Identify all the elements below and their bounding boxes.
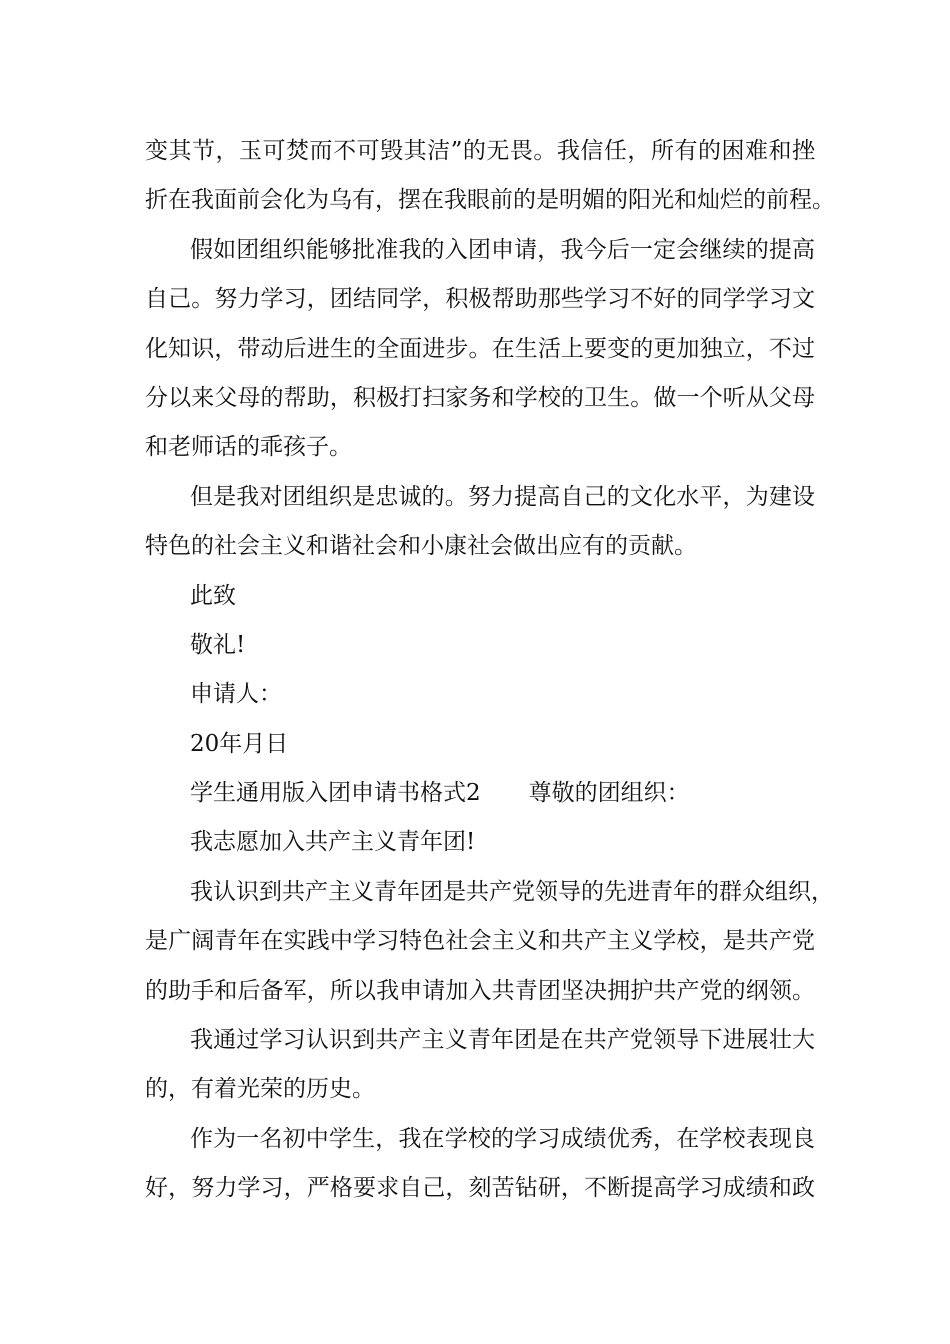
paragraph-first-line: 我通过学习认识到共产主义青年团是在共产党领导下进展壮大 <box>190 1027 815 1054</box>
text-line: 好，努力学习，严格要求自己，刻苦钻研，不断提高学习成绩和政 <box>145 1175 815 1202</box>
text-line: 的，有着光荣的历史。 <box>145 1076 375 1103</box>
paragraph-first-line: 我认识到共产主义青年团是共产党领导的先进青年的群众组织， <box>190 878 834 905</box>
text-line: 和老师话的乖孩子。 <box>145 434 352 461</box>
letter-greeting: 尊敬的团组织： <box>528 780 690 807</box>
applicant-label: 申请人： <box>190 681 282 708</box>
paragraph-first-line: 假如团组织能够批准我的入团申请，我今后一定会继续的提高 <box>190 236 815 263</box>
paragraph-first-line: 我志愿加入共产主义青年团! <box>190 829 476 856</box>
text-line: 特色的社会主义和谐社会和小康社会做出应有的贡献。 <box>145 533 697 560</box>
text-line: 分以来父母的帮助，积极打扫家务和学校的卫生。做一个听从父母 <box>145 384 815 411</box>
text-line: 化知识，带动后进生的全面进步。在生活上要变的更加独立，不过 <box>145 335 815 362</box>
text-line: 的助手和后备军，所以我申请加入共青团坚决拥护共产党的纲领。 <box>145 977 815 1004</box>
closing-regards: 敬礼! <box>190 631 246 658</box>
text-line: 折在我面前会化为乌有，摆在我眼前的是明媚的阳光和灿烂的前程。 <box>145 187 835 214</box>
text-line: 变其节，玉可焚而不可毁其洁”的无畏。我信任，所有的困难和挫 <box>145 138 815 164</box>
paragraph-first-line: 但是我对团组织是忠诚的。努力提高自己的文化水平，为建设 <box>190 483 815 510</box>
date-line: 20年月日 <box>190 730 289 757</box>
closing-salutation: 此致 <box>190 582 236 609</box>
section-title: 学生通用版入团申请书格式2 <box>190 780 481 807</box>
paragraph-first-line: 作为一名初中学生，我在学校的学习成绩优秀，在学校表现良 <box>190 1125 815 1152</box>
section-heading-line <box>145 769 815 818</box>
document-body <box>145 127 835 1214</box>
text-line: 是广阔青年在实践中学习特色社会主义和共产主义学校，是共产党 <box>145 928 815 955</box>
text-line: 自己。努力学习，团结同学，积极帮助那些学习不好的同学学习文 <box>145 286 815 313</box>
